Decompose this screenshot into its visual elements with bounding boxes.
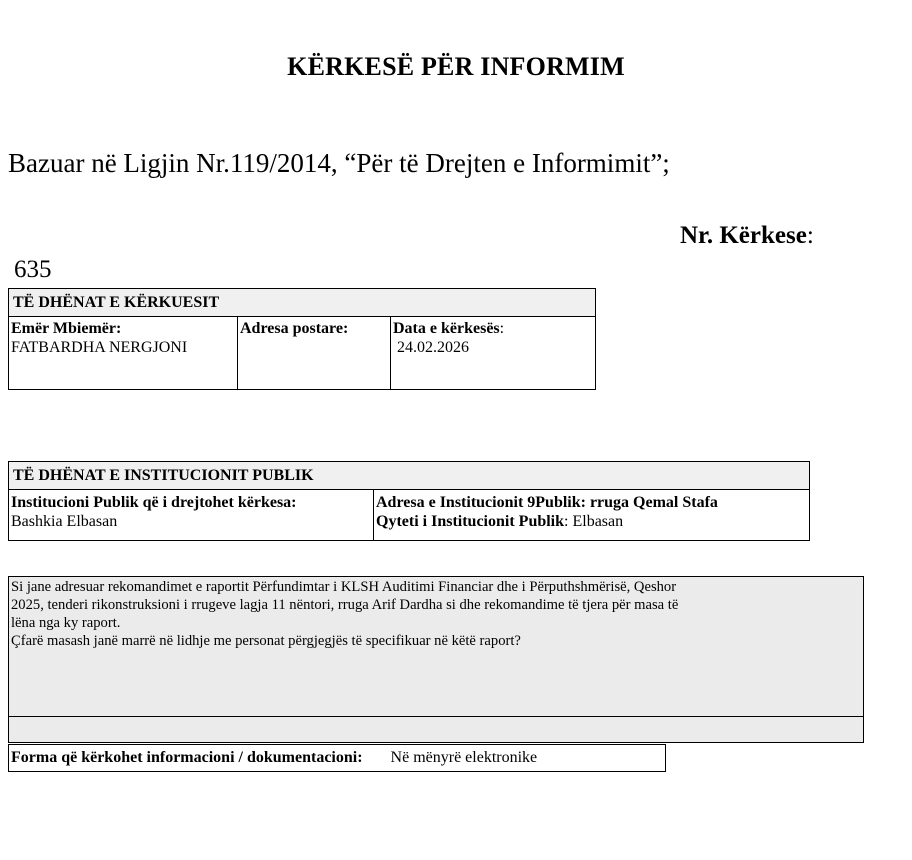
applicant-name-cell <box>9 319 237 357</box>
institution-city-value: : Elbasan <box>564 513 624 530</box>
institution-table-header: TË DHËNAT E INSTITUCIONIT PUBLIK <box>9 462 809 490</box>
applicant-address-cell <box>238 319 390 338</box>
request-number-label: Nr. Kërkese <box>680 222 807 249</box>
institution-name-cell <box>9 493 373 531</box>
applicant-date-label-row <box>393 319 593 338</box>
page-title: KËRKESË PËR INFORMIM <box>287 52 625 81</box>
institution-name-value: Bashkia Elbasan <box>11 513 118 530</box>
delivery-form-label: Forma që kërkohet informacioni / dokumentacioni: <box>11 749 363 766</box>
law-reference: Bazuar në Ligjin Nr.119/2014, “Për të Drejten e Informimit”; <box>8 148 670 178</box>
request-number-value: 635 <box>14 256 52 283</box>
applicant-date-cell <box>391 319 595 357</box>
delivery-form-row <box>8 744 666 772</box>
institution-table <box>8 461 810 541</box>
applicant-table <box>8 288 596 390</box>
request-text-line-1: Si jane adresuar rekomandimet e raportit Përfundimtar i KLSH Auditimi Financiar dhe i Përputhshmërisë, Qeshor <box>11 579 677 595</box>
request-number-label-row <box>680 222 814 250</box>
applicant-name-value: FATBARDHA NERGJONI <box>11 339 188 356</box>
applicant-date-value: 24.02.2026 <box>397 339 469 356</box>
institution-address-label: Adresa e Institucionit 9Publik: rruga Qemal Stafa <box>376 494 718 511</box>
institution-city-row <box>376 512 807 531</box>
applicant-name-label: Emër Mbiemër: <box>11 320 122 337</box>
applicant-table-header: TË DHËNAT E KËRKUESIT <box>9 289 595 317</box>
request-text-line-4: Çfarë masash janë marrë në lidhje me personat përgjegjës të specifikuar në këtë raport? <box>11 633 521 649</box>
applicant-address-label: Adresa postare: <box>240 320 349 337</box>
delivery-form-value: Në mënyrë elektronike <box>390 749 538 766</box>
request-text-footer-box <box>8 716 864 743</box>
request-text-line-2: 2025, tenderi rikonstruksioni i rrugeve lagja 11 nëntori, rruga Arif Dardha si dhe rekomandime të tjera për masa të <box>11 597 679 613</box>
institution-city-label: Qyteti i Institucionit Publik <box>376 513 565 530</box>
applicant-date-label: Data e kërkesës <box>393 320 500 337</box>
applicant-date-colon: : <box>499 320 505 337</box>
institution-address-cell <box>374 493 809 531</box>
request-text-line-3: lëna nga ky raport. <box>11 615 121 631</box>
request-text-box <box>8 576 864 718</box>
request-number-colon: : <box>806 222 814 249</box>
institution-name-label: Institucioni Publik që i drejtohet kërkesa: <box>11 494 297 511</box>
